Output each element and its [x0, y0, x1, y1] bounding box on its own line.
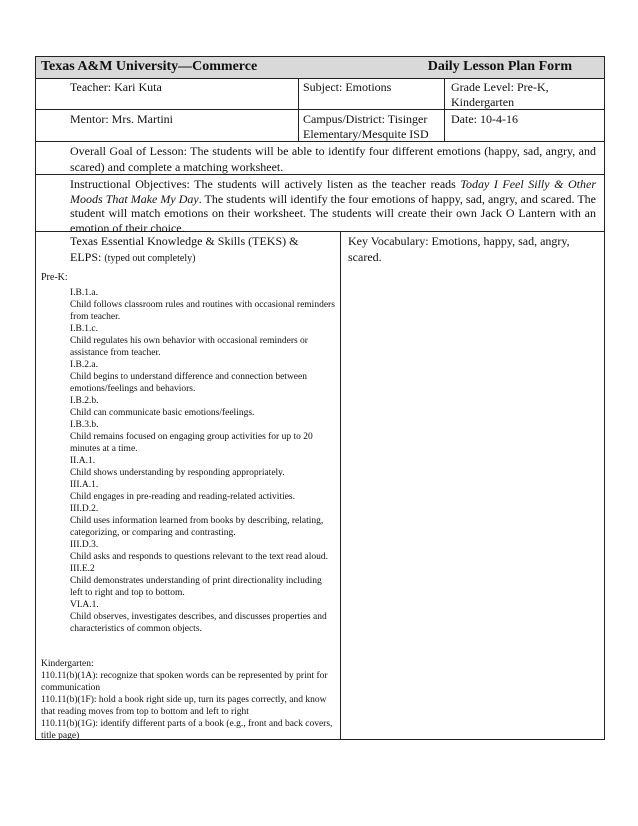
prek-standard-line: Child demonstrates understanding of print directionality including left to right and top to bottom.	[70, 576, 322, 598]
prek-standard-line: III.D.2.	[70, 504, 99, 514]
prek-standard-line: Child remains focused on engaging group activities for up to 20 minutes at a time.	[70, 432, 313, 454]
form-title: Daily Lesson Plan Form	[427, 59, 572, 74]
prek-standard-line: II.A.1.	[70, 456, 96, 466]
prek-standard-line: III.D.3.	[70, 540, 99, 550]
campus-field	[298, 110, 444, 141]
lesson-plan-form	[35, 56, 605, 740]
grade-level-field	[444, 79, 604, 109]
prek-standard-line: III.A.1.	[70, 480, 99, 490]
prek-standard-line: I.B.2.b.	[70, 396, 99, 406]
teks-title-note: (typed out completely)	[104, 253, 196, 264]
kindergarten-standard: 110.11(b)(1F): hold a book right side up, turn its pages correctly, and know that reading moves from top to bottom and left to right	[41, 695, 327, 717]
teks-vocab-row	[36, 232, 604, 739]
campus-line2: Elementary/Mesquite ISD	[303, 127, 429, 141]
prek-standard-line: VI.A.1.	[70, 600, 99, 610]
prek-standard-line: III.E.2	[70, 564, 95, 574]
teks-cell	[36, 232, 341, 739]
form-header	[36, 57, 604, 79]
prek-standard-line: Child engages in pre-reading and reading-related activities.	[70, 492, 296, 502]
prek-standard-line: I.B.1.c.	[70, 324, 98, 334]
prek-standards-list	[70, 287, 336, 635]
mentor-field: Mentor: Mrs. Martini	[70, 112, 173, 126]
prek-standard-line: Child uses information learned from books by describing, relating, categorizing, or comparing and contrasting.	[70, 516, 324, 538]
grade-level-line1: Grade Level: Pre-K,	[451, 80, 549, 94]
vocab-cell	[341, 232, 604, 739]
kindergarten-standards	[41, 658, 336, 742]
objectives-text-before: Instructional Objectives: The students will actively listen as the teacher reads	[70, 177, 461, 191]
prek-standard-line: I.B.3.b.	[70, 420, 99, 430]
university-name: Texas A&M University—Commerce	[41, 59, 258, 74]
grade-level-line2: Kindergarten	[451, 95, 515, 109]
prek-standard-line: Child can communicate basic emotions/feelings.	[70, 408, 255, 418]
kindergarten-standard: 110.11(b)(1A): recognize that spoken words can be represented by print for communication	[41, 671, 328, 693]
subject-field: Subject: Emotions	[298, 79, 444, 109]
objectives-text-after: . The students will identify the four emotions of happy, sad, angry, and scared. The student will match emotions on their worksheet. The students will create their own Jack O Lantern with an emotion of their choice.	[70, 191, 596, 235]
goal-row	[36, 142, 604, 175]
prek-label: Pre-K:	[41, 272, 68, 283]
prek-standard-line: Child regulates his own behavior with occasional reminders or assistance from teacher.	[70, 336, 308, 358]
campus-line1: Campus/District: Tisinger	[303, 112, 428, 126]
key-vocabulary: Key Vocabulary: Emotions, happy, sad, angry, scared.	[348, 234, 570, 264]
prek-standard-line: I.B.2.a.	[70, 360, 98, 370]
prek-standard-line: Child begins to understand difference and connection between emotions/feelings and behaviors.	[70, 372, 307, 394]
prek-standard-line: Child follows classroom rules and routines with occasional reminders from teacher.	[70, 300, 335, 322]
prek-standard-line: Child shows understanding by responding appropriately.	[70, 468, 285, 478]
prek-standard-line: Child observes, investigates describes, and discusses properties and characteristics of common objects.	[70, 612, 327, 634]
lesson-goal: Overall Goal of Lesson: The students will be able to identify four different emotions (happy, sad, angry, and scared) and complete a matching worksheet.	[70, 144, 596, 174]
mentor-row	[36, 110, 604, 142]
teks-title	[70, 233, 330, 267]
teacher-field: Teacher: Kari Kuta	[70, 80, 162, 94]
kindergarten-standard: 110.11(b)(1G): identify different parts of a book (e.g., front and back covers, title page)	[41, 719, 333, 741]
teacher-row	[36, 79, 604, 110]
instructional-objectives	[70, 177, 596, 235]
date-field: Date: 10-4-16	[444, 110, 604, 141]
prek-standard-line: I.B.1.a.	[70, 288, 98, 298]
book-title: Today I Feel Silly & Other Moods That Make My Day	[70, 177, 596, 206]
objectives-row	[36, 175, 604, 235]
kindergarten-label: Kindergarten:	[41, 659, 94, 669]
teks-title-text: Texas Essential Knowledge & Skills (TEKS) & ELPS:	[70, 234, 299, 264]
prek-standard-line: Child asks and responds to questions relevant to the text read aloud.	[70, 552, 329, 562]
